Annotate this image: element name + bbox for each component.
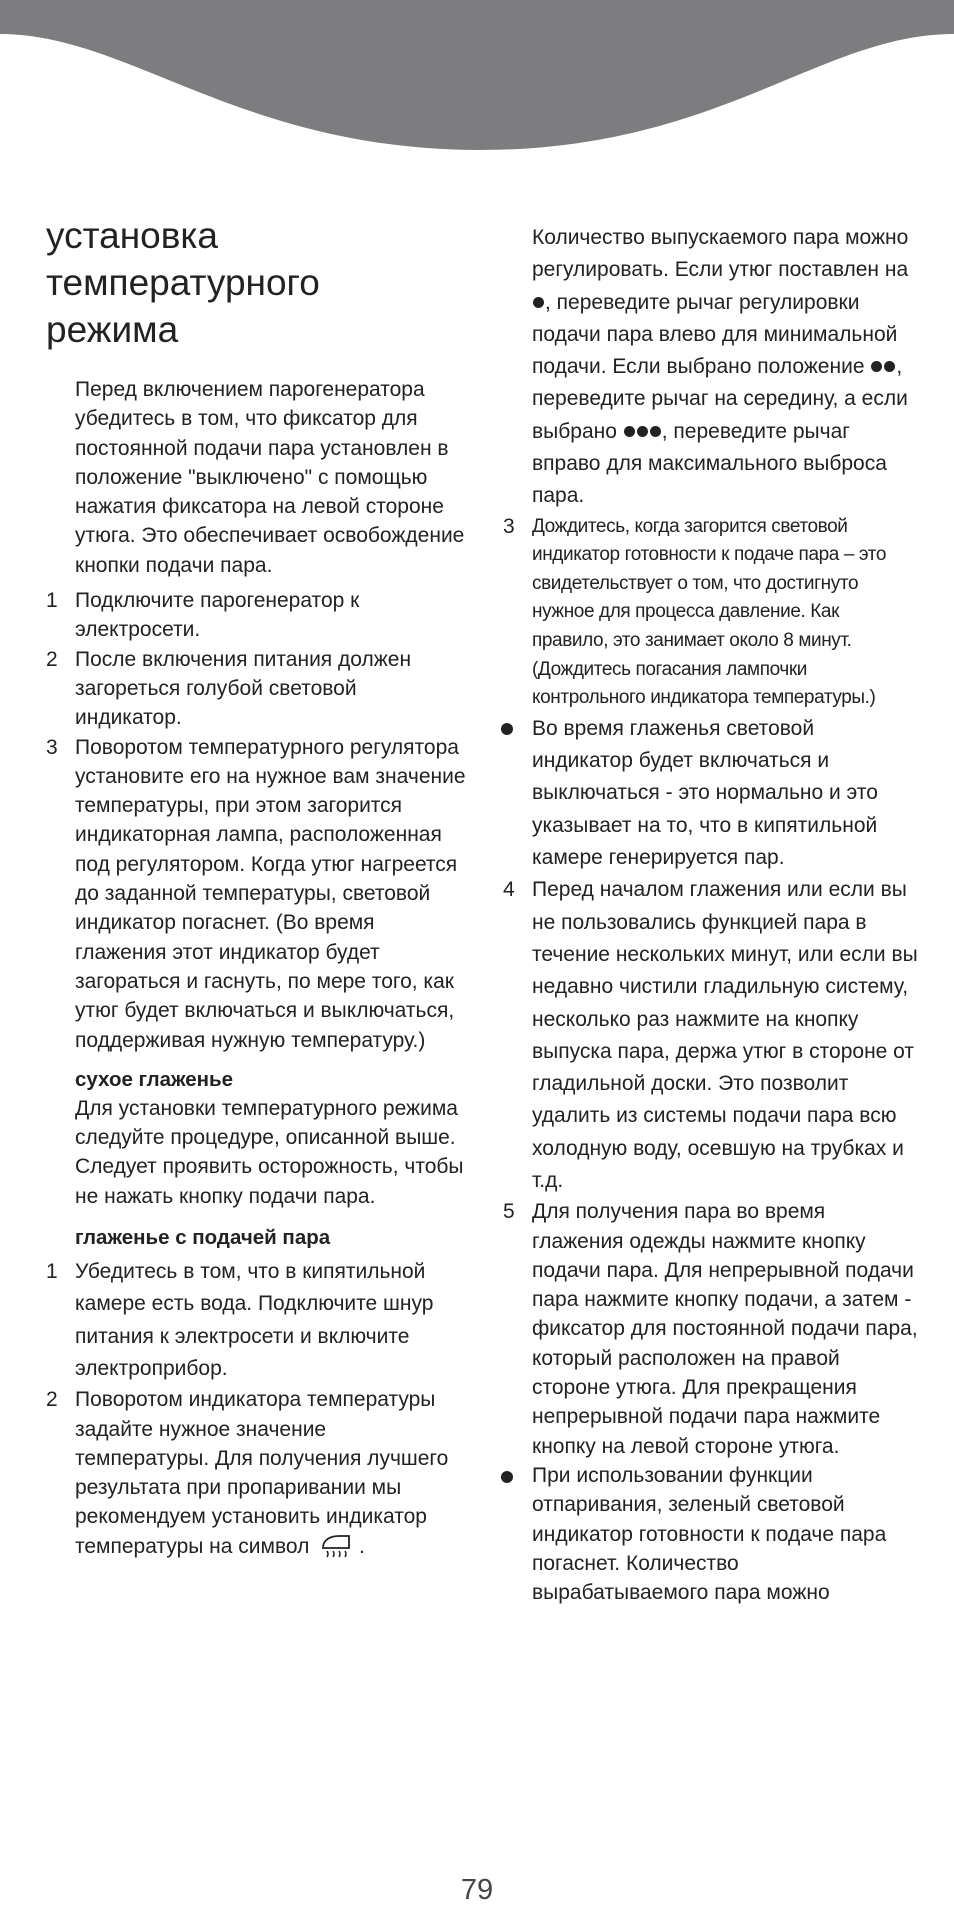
- bullet-item: [503, 713, 918, 874]
- step-text: Поворотом температурного регулятора установите его на нужное вам значение температуры, при этом загорится индикаторная лампа, расположенная под регулятором. Когда утюг нагреется до заданной температуры, световой индикатор погаснет. (Во время глажения этот индикатор будет загораться и гаснуть, по мере того, как утюг будет включаться и выключаться, поддерживая нужную температуру.): [75, 735, 466, 1052]
- bullet-text: При использовании функции отпаривания, зеленый световой индикатор готовности к подаче пара погаснет. Количество вырабатываемого пара можно: [532, 1463, 887, 1605]
- intro-paragraph: Перед включением парогенератора убедитесь в том, что фиксатор для постоянной подачи пара установлен в положение "выключено" с помощью нажатия фиксатора на левой стороне утюга. Это обеспечивает освобождение кнопки подачи пара.: [75, 378, 465, 577]
- step-number: 4: [503, 878, 515, 902]
- steam-iron-icon: [319, 1532, 353, 1558]
- step-text: Подключите парогенератор к электросети.: [75, 589, 360, 642]
- page-number: 79: [460, 1874, 494, 1906]
- step-number: 3: [503, 514, 515, 538]
- three-dots-icon: [637, 426, 648, 437]
- dry-ironing-paragraph: Для установки температурного режима следуйте процедуре, описанной выше.: [75, 1096, 458, 1150]
- two-dots-icon: [884, 361, 895, 372]
- step-number: 2: [46, 647, 58, 671]
- bullet-icon: [501, 723, 513, 735]
- bullet-icon: [501, 1471, 513, 1483]
- list-item: [46, 645, 466, 733]
- dry-ironing-caution: Следует проявить осторожность, чтобы не нажать кнопку подачи пара.: [75, 1155, 464, 1208]
- step-number: 5: [503, 1200, 515, 1224]
- three-dots-icon: [624, 426, 635, 437]
- paragraph-text: , переведите рычаг на середину, а если выбрано: [532, 355, 908, 443]
- two-dots-icon: [871, 361, 882, 372]
- title-line: температурного: [46, 262, 320, 303]
- list-item: [503, 1197, 918, 1461]
- paragraph-text: , переведите рычаг вправо для максимального выброса пара.: [532, 419, 887, 508]
- step-tail: .: [359, 1534, 365, 1558]
- one-dot-icon: [533, 297, 544, 308]
- header-wave-shape: [0, 0, 954, 150]
- step-number: 2: [46, 1388, 58, 1412]
- step-text: Поворотом индикатора температуры задайте нужное значение температуры. Для получения лучшего результата при пропаривании мы рекомендуем установить индикатор температуры на символ: [75, 1388, 449, 1558]
- bullet-text: Во время глаженья световой индикатор будет включаться и выключаться - это нормально и это указывает на то, что в кипятильной камере генерируется пар.: [532, 716, 878, 870]
- list-item: [46, 1385, 466, 1561]
- bullet-item: [503, 1461, 918, 1607]
- list-item: [46, 586, 466, 645]
- step-text: Перед началом глажения или если вы не пользовались функцией пара в течение нескольких минут, или если вы недавно чистили гладильную систему, несколько раз нажмите на кнопку выпуска пара, держа утюг в стороне от гладильной доски. Это позволит удалить из системы подачи пара всю холодную воду, осевшую на трубках и т.д.: [532, 878, 918, 1192]
- title-line: установка: [46, 215, 218, 256]
- dry-ironing-heading: сухое глаженье: [75, 1067, 234, 1091]
- step-text: Убедитесь в том, что в кипятильной камере есть вода. Подключите шнур питания к электросети и включите электроприбор.: [75, 1260, 434, 1380]
- right-column: [503, 222, 918, 1607]
- header-wave: [0, 0, 954, 160]
- paragraph-text: , переведите рычаг регулировки подачи пара влево для минимальной подачи. Если выбрано положение: [532, 290, 898, 379]
- list-item: [46, 1256, 466, 1385]
- step-number: 1: [46, 589, 58, 613]
- step-number: 3: [46, 735, 58, 759]
- paragraph-text: Количество выпускаемого пара можно регулировать. Если утюг поставлен на: [532, 226, 909, 282]
- steam-ironing-heading: глаженье с подачей пара: [75, 1226, 331, 1250]
- list-item: [503, 874, 918, 1197]
- steam-amount-paragraph: [503, 222, 918, 513]
- left-column: [46, 212, 466, 1561]
- step-text: После включения питания должен загореться голубой световой индикатор.: [75, 647, 412, 730]
- title-line: режима: [46, 309, 179, 350]
- step-text: Дождитесь, когда загорится световой индикатор готовности к подаче пара – это свидетельствует о том, что достигнуто нужное для процесса давление. Как правило, это занимает около 8 минут. (Дождитесь погасания лампочки контрольного индикатора температуры.): [532, 515, 887, 709]
- step-number: 1: [46, 1260, 58, 1284]
- section-title: [46, 212, 466, 353]
- list-item: [46, 733, 466, 1055]
- three-dots-icon: [650, 426, 661, 437]
- list-item: [503, 513, 918, 713]
- step-text: Для получения пара во время глажения одежды нажмите кнопку подачи пара. Для непрерывной подачи пара нажмите кнопку подачи, а затем - фиксатор для постоянной подачи пара, который расположен на правой стороне утюга. Для прекращения непрерывной подачи пара нажмите кнопку на левой стороне утюга.: [532, 1200, 918, 1458]
